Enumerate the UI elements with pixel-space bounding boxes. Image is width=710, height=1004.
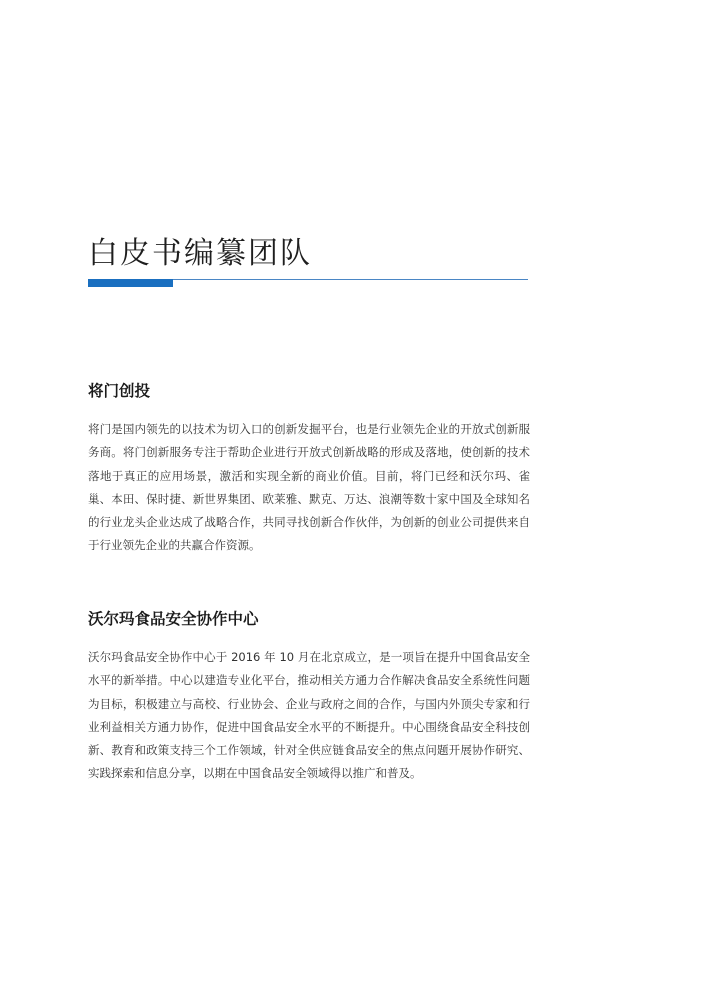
section-body: 沃尔玛食品安全协作中心于 2016 年 10 月在北京成立，是一项旨在提升中国食品安全水平的新举措。中心以建造专业化平台，推动相关方通力合作解决食品安全系统性问题为目标，积极建立与高校、行业协会、企业与政府之间的合作，与国内外顶尖专家和行业利益相关方通力协作，促进中国食品安全水平的不断提升。中心围绕食品安全科技创新、教育和政策支持三个工作领域，针对全供应链食品安全的焦点问题开展协作研究、实践探索和信息分享，以期在中国食品安全领域得以推广和普及。 xyxy=(88,650,530,781)
title-accent-bar xyxy=(88,279,173,287)
section-jiangmen xyxy=(88,380,530,558)
section-heading: 沃尔玛食品安全协作中心 xyxy=(88,610,259,628)
page-title: 白皮书编纂团队 xyxy=(88,236,312,271)
section-body: 将门是国内领先的以技术为切入口的创新发掘平台，也是行业领先企业的开放式创新服务商。将门创新服务专注于帮助企业进行开放式创新战略的形成及落地，使创新的技术落地于真正的应用场景，激活和实现全新的商业价值。目前，将门已经和沃尔玛、雀巢、本田、保时捷、新世界集团、欧莱雅、默克、万达、浪潮等数十家中国及全球知名的行业龙头企业达成了战略合作，共同寻找创新合作伙伴，为创新的创业公司提供来自于行业领先企业的共赢合作资源。 xyxy=(88,422,530,553)
section-walmart-food-safety xyxy=(88,608,530,786)
section-heading: 将门创投 xyxy=(88,382,151,400)
